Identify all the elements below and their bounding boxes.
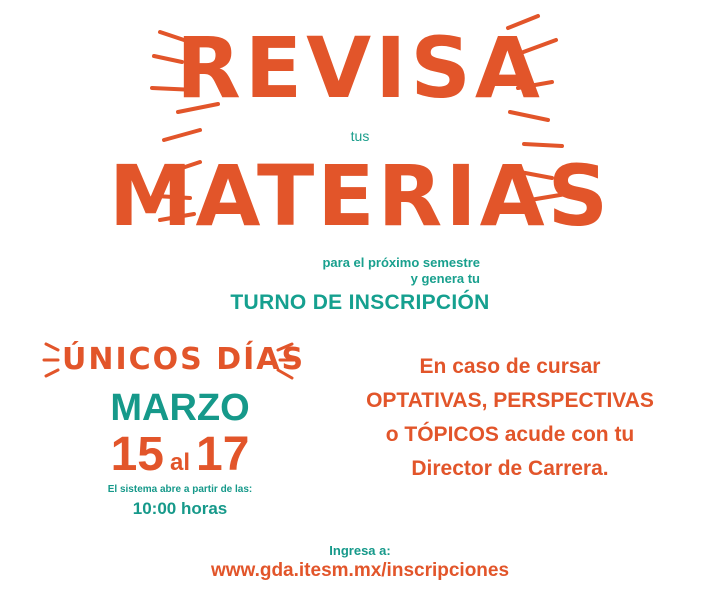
- system-open-note: El sistema abre a partir de las:: [107, 484, 253, 495]
- date-end: 17: [196, 428, 250, 481]
- date-connector: al: [169, 449, 190, 476]
- headline-tus: tus: [350, 128, 370, 144]
- month-label: MARZO: [110, 387, 250, 429]
- inscripciones-link[interactable]: www.gda.itesm.mx/inscripciones: [210, 560, 510, 581]
- open-time: 10:00 horas: [132, 499, 228, 518]
- date-start: 15: [110, 428, 164, 481]
- info-line: Director de Carrera.: [411, 457, 609, 480]
- subline-genera: y genera tu: [410, 271, 480, 286]
- headline-revisa: REVISA: [176, 19, 544, 117]
- turno-inscripcion-heading: TURNO DE INSCRIPCIÓN: [230, 291, 490, 314]
- headline-materias: MATERIAS: [108, 147, 612, 245]
- ingresa-label: Ingresa a:: [329, 543, 391, 558]
- info-line: OPTATIVAS, PERSPECTIVAS: [366, 389, 654, 412]
- info-line: o TÓPICOS acude con tu: [385, 423, 635, 446]
- subline-semestre: para el próximo semestre: [322, 255, 480, 270]
- info-block: [300, 350, 720, 486]
- info-line: En caso de cursar: [419, 355, 601, 378]
- unicos-dias-label: ÚNICOS DÍAS: [62, 342, 306, 377]
